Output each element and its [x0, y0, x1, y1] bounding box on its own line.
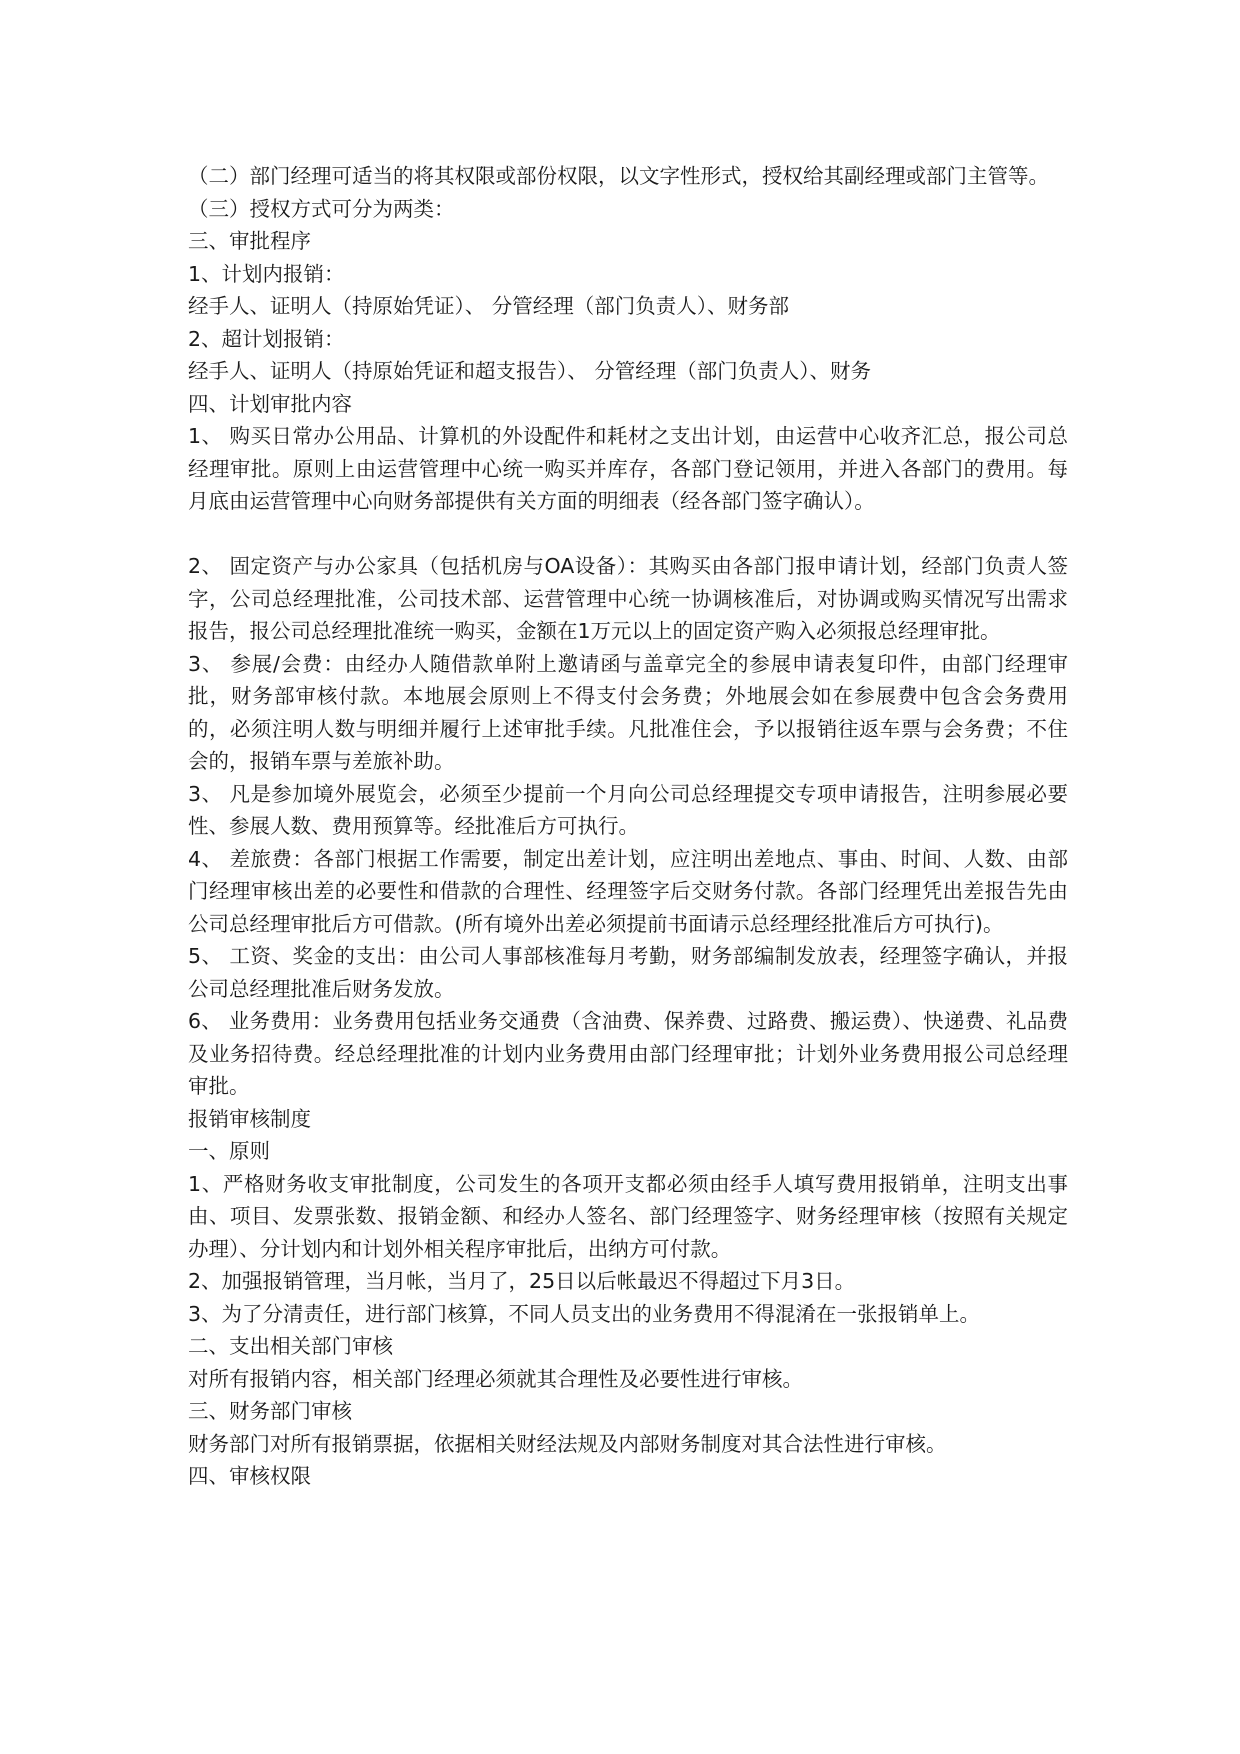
- paragraph-department-audit: 对所有报销内容，相关部门经理必须就其合理性及必要性进行审核。: [188, 1366, 803, 1391]
- subheading-overplan-reimbursement: 2、超计划报销：: [188, 326, 345, 351]
- paragraph-fixed-assets: 2、 固定资产与办公家具（包括机房与OA设备）：其购买由各部门报申请计划，经部门负责人签字，公司总经理批准，公司技术部、运营管理中心统一协调核准后，对协调或购买情况写出需求报告，报公司总经理批准统一购买，金额在1万元以上的固定资产购入必须报总经理审批。: [188, 554, 1068, 643]
- paragraph-business-expenses: 6、 业务费用：业务费用包括业务交通费（含油费、保养费、过路费、搬运费）、快递费、礼品费及业务招待费。经总经理批准的计划内业务费用由部门经理审批；计划外业务费用报公司总经理审批。: [188, 1009, 1068, 1098]
- paragraph-salary-bonus: 5、 工资、奖金的支出：由公司人事部核准每月考勤，财务部编制发放表，经理签字确认，并报公司总经理批准后财务发放。: [188, 944, 1068, 1001]
- heading-reimbursement-audit: 报销审核制度: [188, 1106, 311, 1131]
- paragraph-travel-expenses: 4、 差旅费：各部门根据工作需要，制定出差计划，应注明出差地点、事由、时间、人数、由部门经理审核出差的必要性和借款的合理性、经理签字后交财务付款。各部门经理凭出差报告先由公司总经理审批后方可借款。(所有境外出差必须提前书面请示总经理经批准后方可执行)。: [188, 846, 1068, 936]
- heading-plan-approval-content: 四、计划审批内容: [188, 391, 352, 416]
- paragraph-office-supplies: 1、 购买日常办公用品、计算机的外设配件和耗材之支出计划，由运营中心收齐汇总，报公司总经理审批。原则上由运营管理中心统一购买并库存，各部门登记领用，并进入各部门的费用。每月底由运营管理中心向财务部提供有关方面的明细表（经各部门签字确认）。: [188, 424, 1068, 513]
- paragraph-principle-2: 2、加强报销管理，当月帐，当月了，25日以后帐最迟不得超过下月3日。: [188, 1269, 856, 1293]
- paragraph-authorization-2: （二）部门经理可适当的将其权限或部份权限，以文字性形式，授权给其副经理或部门主管等。: [188, 164, 1049, 188]
- paragraph-overplan-flow: 经手人、证明人（持原始凭证和超支报告）、 分管经理（部门负责人）、财务: [188, 359, 872, 383]
- paragraph-principle-1: 1、严格财务收支审批制度，公司发生的各项开支都必须由经手人填写费用报销单，注明支出事由、项目、发票张数、报销金额、和经办人签名、部门经理签字、财务经理审核（按照有关规定办理）、分计划内和计划外相关程序审批后，出纳方可付款。: [188, 1171, 1068, 1261]
- heading-finance-audit: 三、财务部门审核: [188, 1399, 352, 1423]
- paragraph-overseas-exhibitions: 3、 凡是参加境外展览会，必须至少提前一个月向公司总经理提交专项申请报告，注明参展必要性、参展人数、费用预算等。经批准后方可执行。: [188, 781, 1068, 838]
- blank-line: [188, 518, 1068, 551]
- paragraph-authorization-3: （三）授权方式可分为两类：: [188, 196, 455, 221]
- paragraph-exhibition-fees: 3、 参展/会费：由经办人随借款单附上邀请函与盖章完全的参展申请表复印件，由部门经理审批，财务部审核付款。本地展会原则上不得支付会务费；外地展会如在参展费中包含会务费用的，必须注明人数与明细并履行上述审批手续。凡批准住会，予以报销往返车票与会务费；不住会的，报销车票与差旅补助。: [188, 651, 1068, 773]
- paragraph-planned-flow: 经手人、证明人（持原始凭证）、 分管经理（部门负责人）、财务部: [188, 294, 790, 318]
- document-body: [188, 160, 1068, 1493]
- heading-approval-procedure: 三、审批程序: [188, 229, 311, 253]
- paragraph-principle-3: 3、为了分清责任，进行部门核算，不同人员支出的业务费用不得混淆在一张报销单上。: [188, 1301, 981, 1326]
- paragraph-finance-audit: 财务部门对所有报销票据，依据相关财经法规及内部财务制度对其合法性进行审核。: [188, 1431, 947, 1456]
- heading-department-audit: 二、支出相关部门审核: [188, 1334, 393, 1358]
- subheading-planned-reimbursement: 1、计划内报销：: [188, 261, 345, 286]
- heading-principles: 一、原则: [188, 1139, 270, 1163]
- heading-audit-authority: 四、审核权限: [188, 1464, 311, 1488]
